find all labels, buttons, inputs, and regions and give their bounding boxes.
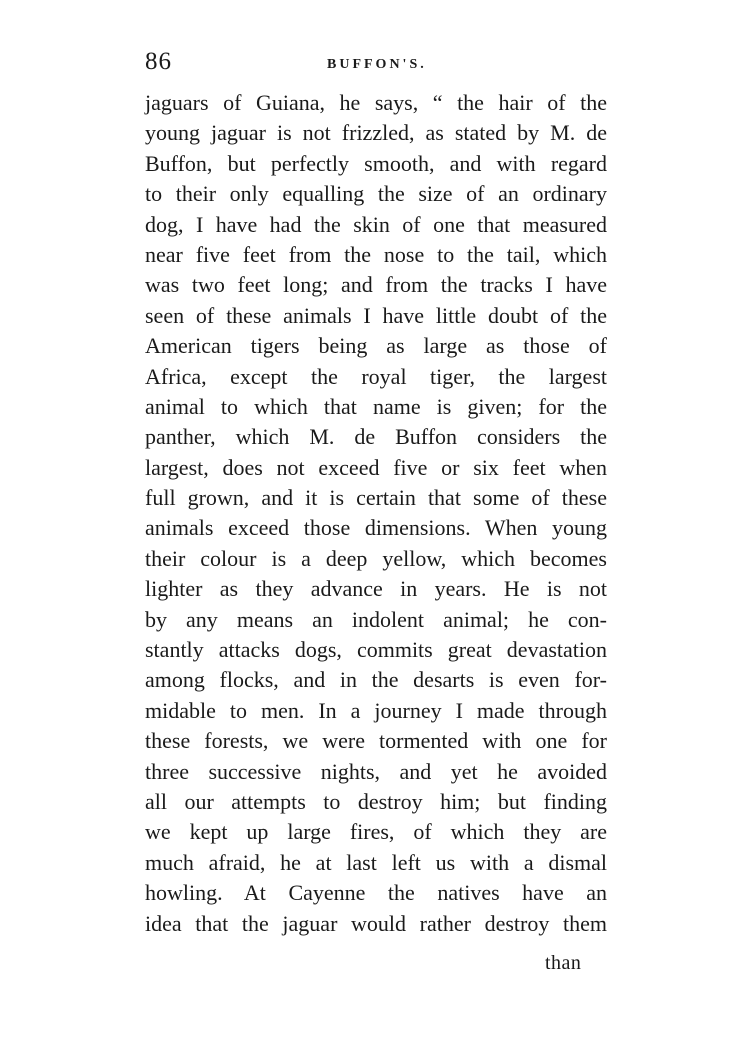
text-line: full grown, and it is certain that some of these bbox=[145, 485, 607, 511]
text-line: was two feet long; and from the tracks I have bbox=[145, 272, 607, 298]
text-line: these forests, we were tormented with one for bbox=[145, 728, 607, 754]
text-line: animals exceed those dimensions. When young bbox=[145, 515, 607, 541]
text-line: largest, does not exceed five or six feet when bbox=[145, 454, 607, 480]
text-line: much afraid, he at last left us with a dismal bbox=[145, 849, 607, 875]
text-line: among flocks, and in the desarts is even for- bbox=[145, 667, 607, 693]
text-line: American tigers being as large as those of bbox=[145, 333, 607, 359]
text-line: jaguars of Guiana, he says, “ the hair of the bbox=[145, 90, 607, 115]
text-line: seen of these animals I have little doubt of the bbox=[145, 302, 607, 328]
body-text bbox=[145, 88, 607, 939]
text-line: animal to which that name is given; for the bbox=[145, 393, 607, 419]
page-number: 86 bbox=[145, 48, 172, 75]
text-line: to their only equalling the size of an ordinary bbox=[145, 181, 607, 207]
text-line: stantly attacks dogs, commits great devastation bbox=[145, 637, 607, 663]
text-line: idea that the jaguar would rather destroy them bbox=[145, 910, 607, 936]
text-line: panther, which M. de Buffon considers the bbox=[145, 424, 607, 450]
text-line: Buffon, but perfectly smooth, and with regard bbox=[145, 150, 607, 176]
text-line: Africa, except the royal tiger, the largest bbox=[145, 363, 607, 389]
text-line: midable to men. In a journey I made through bbox=[145, 697, 607, 723]
text-line: young jaguar is not frizzled, as stated by M. de bbox=[145, 120, 607, 146]
text-line: all our attempts to destroy him; but finding bbox=[145, 788, 607, 814]
text-line: by any means an indolent animal; he con- bbox=[145, 606, 607, 632]
page-header bbox=[145, 48, 605, 82]
text-line: near five feet from the nose to the tail, which bbox=[145, 241, 607, 267]
text-line: we kept up large fires, of which they are bbox=[145, 819, 607, 845]
text-line: three successive nights, and yet he avoided bbox=[145, 758, 607, 784]
catchword: than bbox=[545, 952, 582, 974]
text-line: lighter as they advance in years. He is not bbox=[145, 576, 607, 602]
text-line: their colour is a deep yellow, which becomes bbox=[145, 545, 607, 571]
text-line: dog, I have had the skin of one that measured bbox=[145, 211, 607, 237]
text-line: howling. At Cayenne the natives have an bbox=[145, 880, 607, 906]
running-head: BUFFON'S. bbox=[327, 57, 427, 72]
